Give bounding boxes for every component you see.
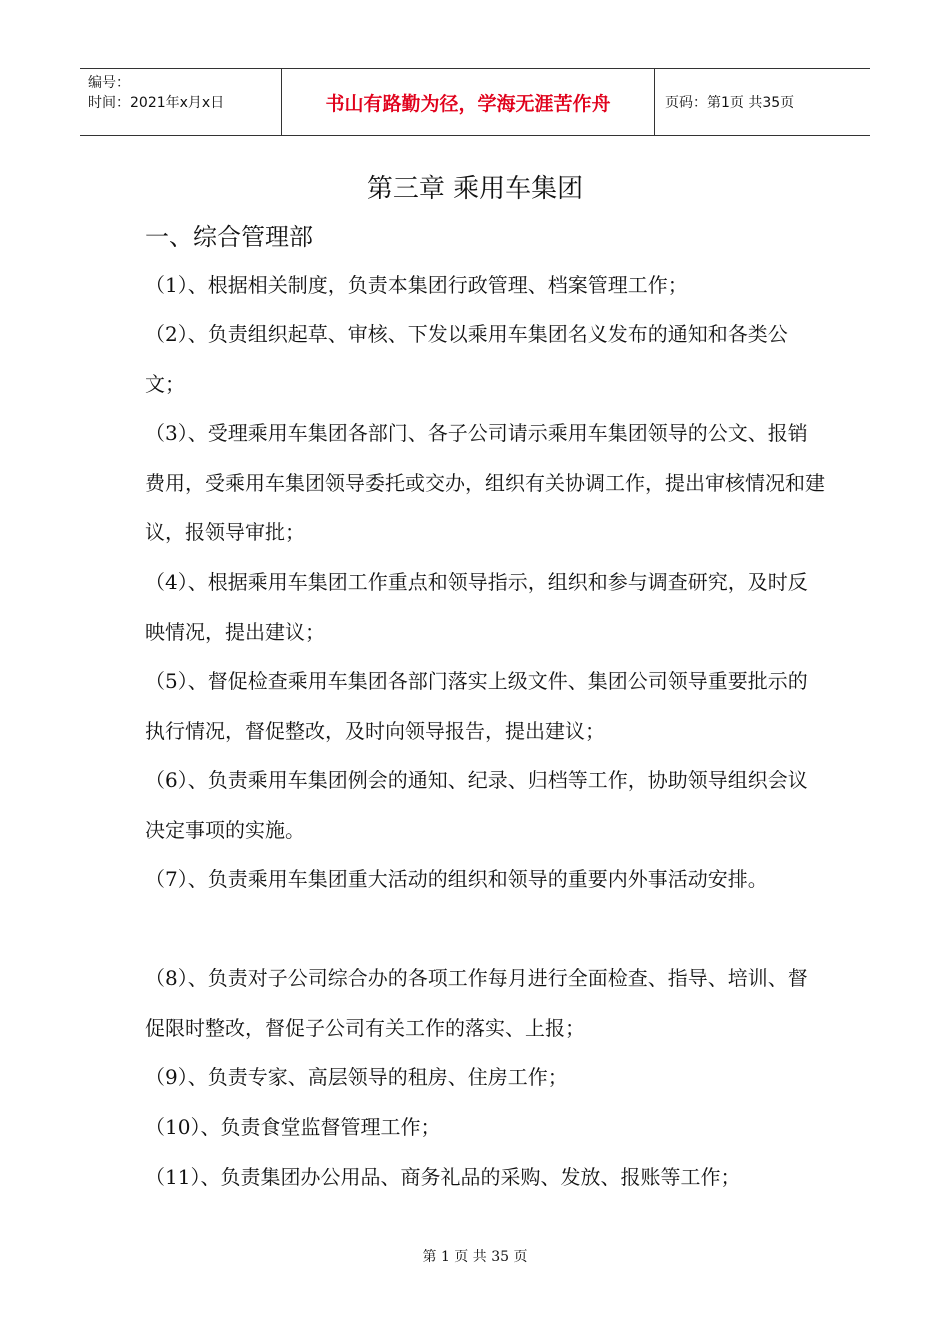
header-meta (80, 69, 282, 135)
chapter-title: 第三章 乘用车集团 (366, 174, 584, 204)
section-heading: 一、综合管理部 (145, 223, 313, 251)
paragraph: （8）、负责对子公司综合办的各项工作每月进行全面检查、指导、培训、督促限时整改，督促子公司有关工作的落实、上报； (145, 966, 808, 1040)
paragraph: （7）、负责乘用车集团重大活动的组织和领导的重要内外事活动安排。 (145, 867, 768, 891)
paragraph: （3）、受理乘用车集团各部门、各子公司请示乘用车集团领导的公文、报销费用，受乘用车集团领导委托或交办，组织有关协调工作，提出审核情况和建议，报领导审批； (145, 421, 825, 544)
page-footer: 第 1 页 共 35 页 (422, 1249, 528, 1265)
header-page-info: 页码：第1页 共35页 (665, 95, 795, 111)
paragraph: （9）、负责专家、高层领导的租房、住房工作； (145, 1065, 568, 1089)
paragraph: （5）、督促检查乘用车集团各部门落实上级文件、集团公司领导重要批示的执行情况，督促整改，及时向领导报告，提出建议； (145, 669, 808, 743)
page-header (80, 68, 870, 136)
paragraph: （2）、负责组织起草、审核、下发以乘用车集团名义发布的通知和各类公文； (145, 322, 788, 396)
number-label: 编号： (88, 75, 130, 91)
paragraph: （1）、根据相关制度，负责本集团行政管理、档案管理工作； (145, 273, 688, 297)
time-label: 时间：2021年x月x日 (88, 95, 225, 111)
paragraph: （10）、负责食堂监督管理工作； (145, 1115, 441, 1139)
header-motto: 书山有路勤为径，学海无涯苦作舟 (282, 69, 655, 135)
paragraph: （4）、根据乘用车集团工作重点和领导指示，组织和参与调查研究，及时反映情况，提出建议； (145, 570, 808, 644)
paragraph: （6）、负责乘用车集团例会的通知、纪录、归档等工作，协助领导组织会议决定事项的实施。 (145, 768, 808, 842)
paragraph: （11）、负责集团办公用品、商务礼品的采购、发放、报账等工作； (145, 1165, 741, 1189)
